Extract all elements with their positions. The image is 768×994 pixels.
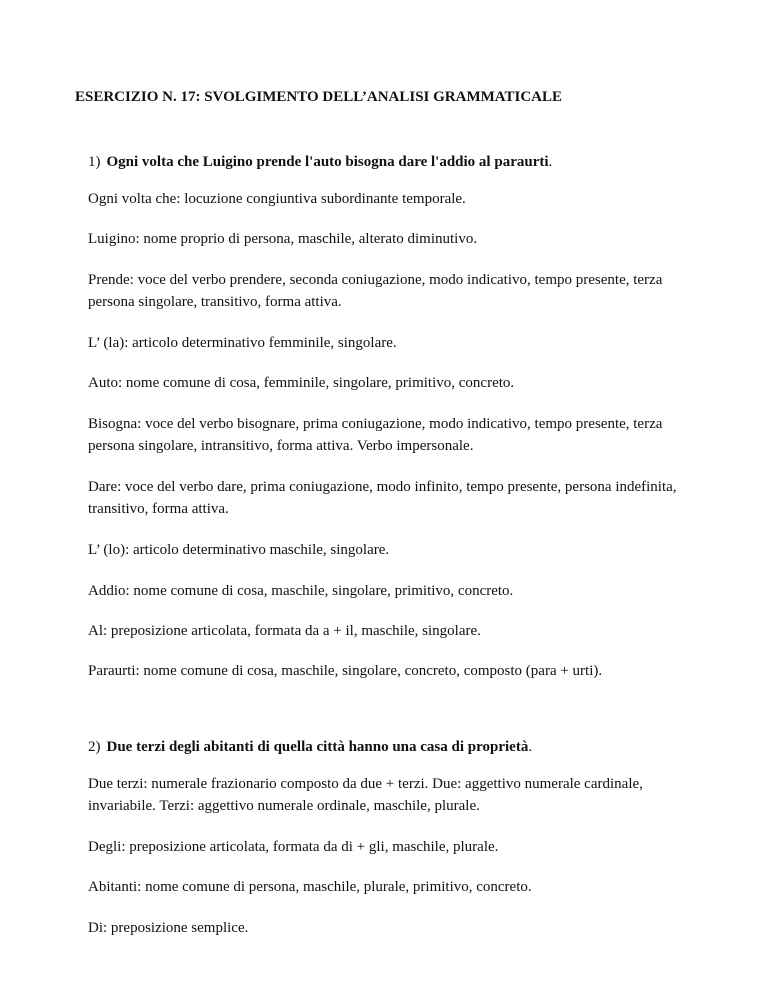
analysis-entry: L’ (lo): articolo determinativo maschile, singolare. [88,542,390,558]
sentence-period: . [528,739,533,755]
analysis-entry: Due terzi: numerale frazionario composto da due + terzi. Due: aggettivo numerale cardinale, invariabile. Terzi: aggettivo numerale ordinale, maschile, plurale. [88,776,643,814]
analysis-entry: L’ (la): articolo determinativo femminile, singolare. [88,335,397,351]
section-2 [88,737,698,757]
analysis-entry: Auto: nome comune di cosa, femminile, singolare, primitivo, concreto. [88,375,515,391]
analysis-entry: Prende: voce del verbo prendere, seconda coniugazione, modo indicativo, tempo presente, terza persona singolare, transitivo, forma attiva. [88,272,663,310]
sentence-period: . [548,154,553,170]
analysis-entry: Degli: preposizione articolata, formata da di + gli, maschile, plurale. [88,839,499,855]
section-sentence: Due terzi degli abitanti di quella città hanno una casa di proprietà [106,739,529,755]
analysis-entry: Al: preposizione articolata, formata da a + il, maschile, singolare. [88,623,481,639]
section-heading [88,152,698,172]
section-sentence: Ogni volta che Luigino prende l'auto bisogna dare l'addio al paraurti [106,154,549,170]
analysis-entry: Luigino: nome proprio di persona, maschile, alterato diminutivo. [88,231,478,247]
analysis-entry: Ogni volta che: locuzione congiuntiva subordinante temporale. [88,191,466,207]
page-title: ESERCIZIO N. 17: SVOLGIMENTO DELL’ANALISI GRAMMATICALE [75,89,563,105]
analysis-entry: Bisogna: voce del verbo bisognare, prima coniugazione, modo indicativo, tempo presente, terza persona singolare, intransitivo, forma attiva. Verbo impersonale. [88,416,663,454]
section-1 [88,152,698,172]
analysis-entry: Abitanti: nome comune di persona, maschile, plurale, primitivo, concreto. [88,879,532,895]
analysis-entry: Addio: nome comune di cosa, maschile, singolare, primitivo, concreto. [88,583,514,599]
section-heading [88,737,698,757]
section-number: 1) [88,154,101,170]
section-number: 2) [88,739,101,755]
analysis-entry: Paraurti: nome comune di cosa, maschile, singolare, concreto, composto (para + urti). [88,663,603,679]
analysis-entry: Di: preposizione semplice. [88,920,249,936]
analysis-entry: Dare: voce del verbo dare, prima coniugazione, modo infinito, tempo presente, persona indefinita, transitivo, forma attiva. [88,479,677,517]
